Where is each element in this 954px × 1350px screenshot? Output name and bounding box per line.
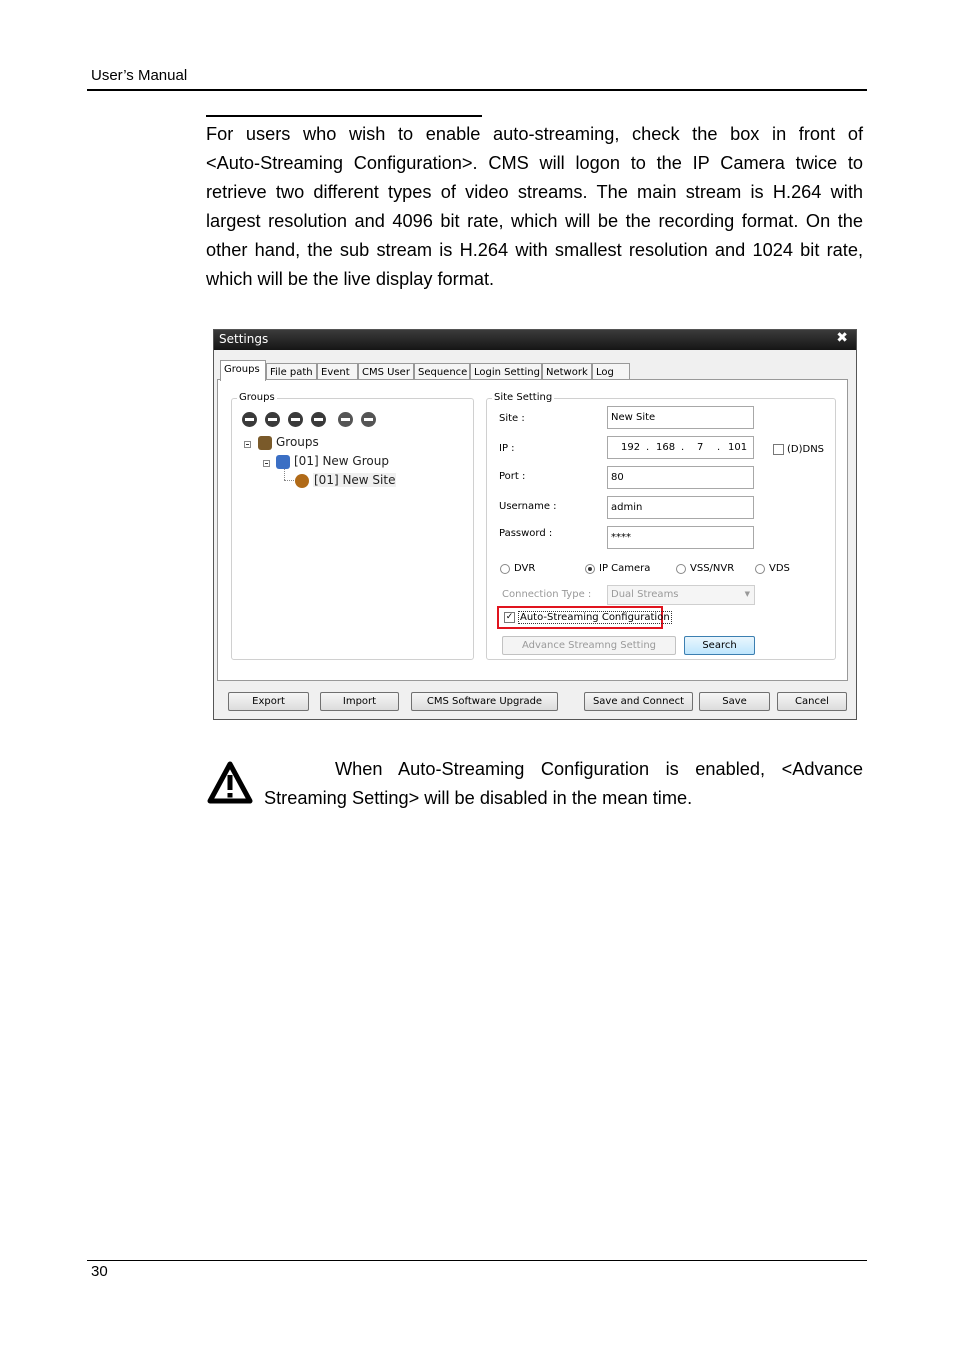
- cancel-button[interactable]: Cancel: [777, 692, 847, 711]
- groups-tree: [236, 433, 468, 647]
- groups-tab-pane: [217, 379, 848, 681]
- port-input[interactable]: 80: [607, 466, 754, 489]
- password-input[interactable]: ****: [607, 526, 754, 549]
- groups-panel-label: Groups: [239, 392, 275, 403]
- dialog-titlebar: [214, 330, 856, 350]
- import-button[interactable]: Import: [320, 692, 399, 711]
- close-icon[interactable]: ✖: [836, 330, 848, 346]
- ip-octet: 7: [697, 442, 704, 453]
- groups-root-icon: [258, 436, 272, 450]
- ddns-checkbox[interactable]: [773, 444, 784, 455]
- collapse-icon[interactable]: [244, 441, 251, 448]
- body-line: which will be the live display format.: [206, 269, 495, 289]
- tree-line: [284, 469, 286, 480]
- radio-dvr[interactable]: [500, 564, 510, 574]
- tab-groups[interactable]: Groups: [220, 360, 266, 381]
- collapse-icon[interactable]: [263, 460, 270, 467]
- site-setting-panel: [486, 392, 836, 660]
- tab-cms-user[interactable]: CMS User: [358, 363, 414, 380]
- groups-panel: [231, 392, 474, 660]
- tree-line: [284, 480, 294, 482]
- body-line: For users who wish to enable auto-streaming, check the box in front of: [206, 124, 863, 144]
- site-label: Site :: [499, 413, 525, 424]
- site-icon: [295, 474, 309, 488]
- tab-login-setting[interactable]: Login Setting: [470, 363, 542, 380]
- cms-software-upgrade-button[interactable]: CMS Software Upgrade: [411, 692, 558, 711]
- username-label: Username :: [499, 501, 557, 512]
- radio-vss-nvr-label: VSS/NVR: [690, 563, 735, 574]
- add-group-icon[interactable]: [242, 412, 257, 427]
- tab-log[interactable]: Log: [592, 363, 630, 380]
- body-line: retrieve two different types of video streams. The main stream is H.264 with: [206, 182, 863, 202]
- site-name-input[interactable]: New Site: [607, 406, 754, 429]
- ip-address-input[interactable]: [607, 436, 754, 459]
- tab-sequence[interactable]: Sequence: [414, 363, 470, 380]
- dialog-title: Settings: [219, 332, 269, 346]
- ip-octet: 192: [621, 442, 641, 453]
- radio-vds-label: VDS: [769, 563, 790, 574]
- connection-type-value: Dual Streams: [611, 589, 679, 600]
- connection-type-select[interactable]: [607, 585, 755, 605]
- ddns-label: (D)DNS: [787, 444, 825, 455]
- running-header: User’s Manual: [91, 67, 188, 84]
- tree-group-label[interactable]: [01] New Group: [294, 454, 389, 468]
- group-icon: [276, 455, 290, 469]
- radio-vss-nvr[interactable]: [676, 564, 686, 574]
- save-button[interactable]: Save: [699, 692, 770, 711]
- radio-ip-camera-label: IP Camera: [599, 563, 651, 574]
- header-rule: [87, 89, 867, 91]
- connection-type-label: Connection Type :: [502, 589, 592, 600]
- body-line: <Auto-Streaming Configuration>. CMS will logon to the IP Camera twice to: [206, 153, 863, 173]
- groups-toolbar: [242, 412, 382, 428]
- settings-dialog: [213, 329, 857, 720]
- add-site-icon[interactable]: [288, 412, 303, 427]
- caution-note: [264, 755, 863, 813]
- warning-icon: [206, 760, 254, 806]
- remove-group-icon[interactable]: [265, 412, 280, 427]
- export-site-icon[interactable]: [361, 412, 376, 427]
- export-button[interactable]: Export: [228, 692, 309, 711]
- import-site-icon[interactable]: [338, 412, 353, 427]
- username-input[interactable]: admin: [607, 496, 754, 519]
- tab-file-path[interactable]: File path: [266, 363, 317, 380]
- body-line: other hand, the sub stream is H.264 with smallest resolution and 1024 bit rate,: [206, 240, 863, 260]
- tab-event[interactable]: Event: [317, 363, 358, 380]
- auto-streaming-checkbox[interactable]: ✓: [505, 612, 514, 622]
- footer-rule: [87, 1260, 867, 1261]
- ip-label: IP :: [499, 443, 515, 454]
- site-setting-label: Site Setting: [494, 392, 553, 403]
- body-line: largest resolution and 4096 bit rate, which will be the recording format. On the: [206, 211, 863, 231]
- port-label: Port :: [499, 471, 526, 482]
- tree-root-label[interactable]: Groups: [276, 435, 319, 449]
- password-label: Password :: [499, 528, 553, 539]
- save-and-connect-button[interactable]: Save and Connect: [584, 692, 693, 711]
- auto-streaming-label: Auto-Streaming Configuration: [520, 612, 670, 623]
- radio-ip-camera[interactable]: [585, 564, 595, 574]
- section-rule: [206, 115, 482, 117]
- search-button[interactable]: Search: [684, 636, 755, 655]
- auto-streaming-highlight: [497, 606, 670, 629]
- note-line: Streaming Setting> will be disabled in the mean time.: [264, 788, 693, 808]
- body-paragraph: [206, 120, 863, 294]
- page-number: 30: [91, 1263, 108, 1280]
- note-line: When Auto-Streaming Configuration is enabled, <Advance: [335, 759, 863, 779]
- advance-streaming-button[interactable]: Advance Streamng Setting: [502, 636, 676, 655]
- tab-network[interactable]: Network: [542, 363, 592, 380]
- chevron-down-icon: ▼: [744, 590, 750, 598]
- ip-octet: 168: [656, 442, 676, 453]
- ip-dot: .: [646, 442, 650, 453]
- ip-dot: .: [681, 442, 685, 453]
- ip-octet: 101: [728, 442, 748, 453]
- tree-site-label[interactable]: [01] New Site: [314, 473, 396, 487]
- remove-site-icon[interactable]: [311, 412, 326, 427]
- ip-dot: .: [717, 442, 721, 453]
- radio-dvr-label: DVR: [514, 563, 536, 574]
- radio-vds[interactable]: [755, 564, 765, 574]
